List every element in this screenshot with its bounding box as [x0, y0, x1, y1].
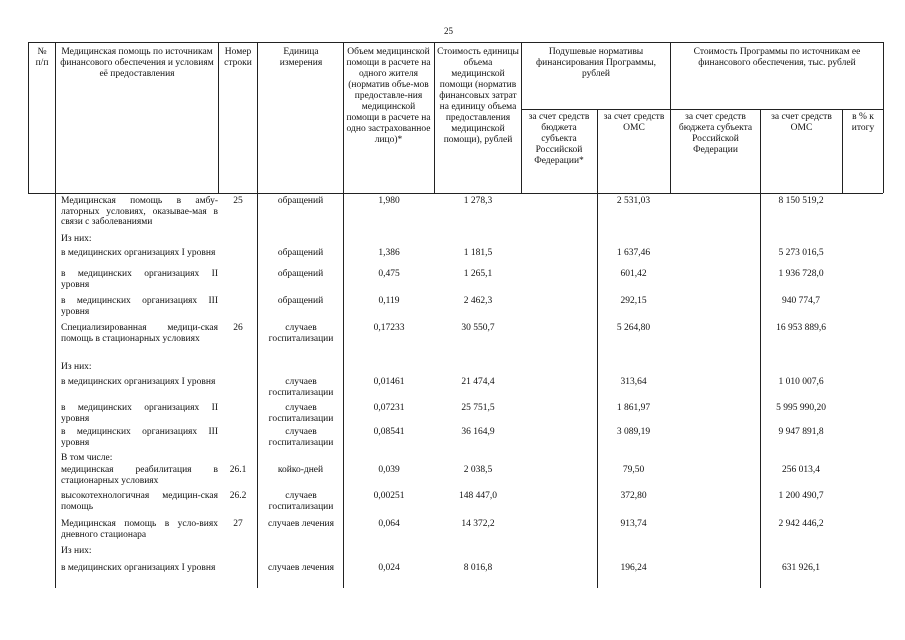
unit: обращений	[277, 196, 324, 206]
header-program: Стоимость Программы по источникам ее финансового обеспечения, тыс. рублей	[693, 47, 861, 68]
percap-oms: 601,42	[620, 269, 647, 279]
table-row-name: Специализированная медици-ская помощь в стационарных условиях	[61, 323, 218, 344]
header-cost: Стоимость единицы объема медицинской помощи (норматив финансовых затрат на единицу объема предоставления медицинской помощи), рублей	[437, 47, 519, 145]
unit: обращений	[277, 269, 324, 279]
program-oms: 5 995 990,20	[776, 403, 826, 413]
program-oms: 1 936 728,0	[778, 269, 824, 279]
percap-oms: 196,24	[620, 563, 647, 573]
volume: 0,475	[378, 269, 400, 279]
cost: 1 278,3	[463, 196, 493, 206]
volume: 0,064	[378, 519, 400, 529]
table-row-name: в медицинских организациях III уровня	[61, 296, 218, 317]
row-number: 26.1	[229, 465, 247, 475]
percap-oms: 5 264,80	[616, 323, 651, 333]
table-row-name: Из них:	[61, 234, 92, 244]
program-oms: 8 150 519,2	[778, 196, 824, 206]
row-number: 26.2	[229, 491, 247, 501]
volume: 0,024	[378, 563, 400, 573]
cost: 30 550,7	[461, 323, 495, 333]
percap-oms: 372,80	[620, 491, 647, 501]
header-prog-pct: в % к итогу	[851, 112, 875, 133]
unit: случаев лечения	[267, 563, 335, 573]
header-prog-budget: за счет средств бюджета субъекта Российской Федерации	[678, 112, 753, 155]
volume: 0,119	[378, 296, 400, 306]
header-unit: Единица измерения	[279, 47, 323, 68]
header-num: № п/п	[35, 47, 49, 68]
cost: 2 462,3	[463, 296, 493, 306]
unit: койко-дней	[277, 465, 324, 475]
program-oms: 256 013,4	[782, 465, 820, 475]
volume: 0,07231	[373, 403, 405, 413]
volume: 0,00251	[373, 491, 405, 501]
volume: 0,08541	[373, 427, 405, 437]
program-oms: 5 273 016,5	[778, 248, 824, 258]
volume: 0,039	[378, 465, 400, 475]
header-percap: Подушевые нормативы финансирования Программы, рублей	[536, 47, 656, 79]
header-volume: Объем медицинской помощи в расчете на одного жителя (норматив объе-мов предоставле-ния медицинской помощи в расчете на одно застрахованное лицо)*	[346, 47, 431, 145]
cost: 1 181,5	[463, 248, 493, 258]
table-row-name: в медицинских организациях I уровня	[61, 248, 216, 258]
percap-oms: 292,15	[620, 296, 647, 306]
table-row-name: высокотехнологичная медицин-ская помощь	[61, 491, 218, 512]
cost: 21 474,4	[461, 377, 495, 387]
header-percap-oms: за счет средств ОМС	[603, 112, 665, 133]
unit: обращений	[277, 296, 324, 306]
header-prog-oms: за счет средств ОМС	[771, 112, 832, 133]
percap-oms: 1 637,46	[616, 248, 651, 258]
cost: 25 751,5	[461, 403, 495, 413]
table-row-name: Из них:	[61, 362, 92, 372]
percap-oms: 3 089,19	[616, 427, 651, 437]
cost: 1 265,1	[463, 269, 493, 279]
row-number: 26	[233, 323, 243, 333]
unit: случаев госпитализации	[268, 427, 334, 448]
unit: случаев госпитализации	[268, 377, 334, 398]
table-row-name: Медицинская помощь в амбу-латорных условиях, оказывае-мая в связи с заболеваниями	[61, 196, 218, 227]
table-row-name: Из них:	[61, 546, 92, 556]
cost: 36 164,9	[461, 427, 495, 437]
cost: 2 038,5	[463, 465, 493, 475]
program-oms: 9 947 891,8	[778, 427, 824, 437]
volume: 0,01461	[373, 377, 405, 387]
program-oms: 1 200 490,7	[778, 491, 824, 501]
volume: 1,980	[378, 196, 400, 206]
cost: 14 372,2	[461, 519, 495, 529]
header-row: Номер строки	[224, 47, 252, 68]
percap-oms: 2 531,03	[616, 196, 651, 206]
cost: 8 016,8	[463, 563, 493, 573]
table-row-name: в медицинских организациях I уровня	[61, 377, 216, 387]
table-row-name: в медицинских организациях I уровня	[61, 563, 216, 573]
page-number: 25	[444, 26, 453, 36]
percap-oms: 79,50	[622, 465, 645, 475]
unit: случаев лечения	[267, 519, 335, 529]
row-number: 27	[233, 519, 243, 529]
table-row-name: Медицинская помощь в усло-виях дневного стационара	[61, 519, 218, 540]
unit: случаев госпитализации	[268, 491, 334, 512]
percap-oms: 1 861,97	[616, 403, 651, 413]
program-oms: 1 010 007,6	[778, 377, 824, 387]
table-row-name: в медицинских организациях II уровня	[61, 269, 218, 290]
volume: 1,386	[378, 248, 400, 258]
unit: обращений	[277, 248, 324, 258]
program-oms: 940 774,7	[782, 296, 820, 306]
row-number: 25	[233, 196, 243, 206]
header-care: Медицинская помощь по источникам финансового обеспечения и условиям её предоставления	[60, 47, 214, 79]
program-oms: 16 953 889,6	[776, 323, 826, 333]
program-oms: 2 942 446,2	[778, 519, 824, 529]
unit: случаев госпитализации	[268, 403, 334, 424]
percap-oms: 313,64	[620, 377, 647, 387]
table-row-name: в медицинских организациях II уровня	[61, 403, 218, 424]
percap-oms: 913,74	[620, 519, 647, 529]
table-row-name: В том числе:	[61, 453, 113, 463]
volume: 0,17233	[373, 323, 405, 333]
table-row-name: медицинская реабилитация в стационарных условиях	[61, 465, 218, 486]
unit: случаев госпитализации	[268, 323, 334, 344]
header-percap-budget: за счет средств бюджета субъекта Российской Федерации*	[528, 112, 590, 166]
cost: 148 447,0	[459, 491, 497, 501]
program-oms: 631 926,1	[782, 563, 820, 573]
table-row-name: в медицинских организациях III уровня	[61, 427, 218, 448]
